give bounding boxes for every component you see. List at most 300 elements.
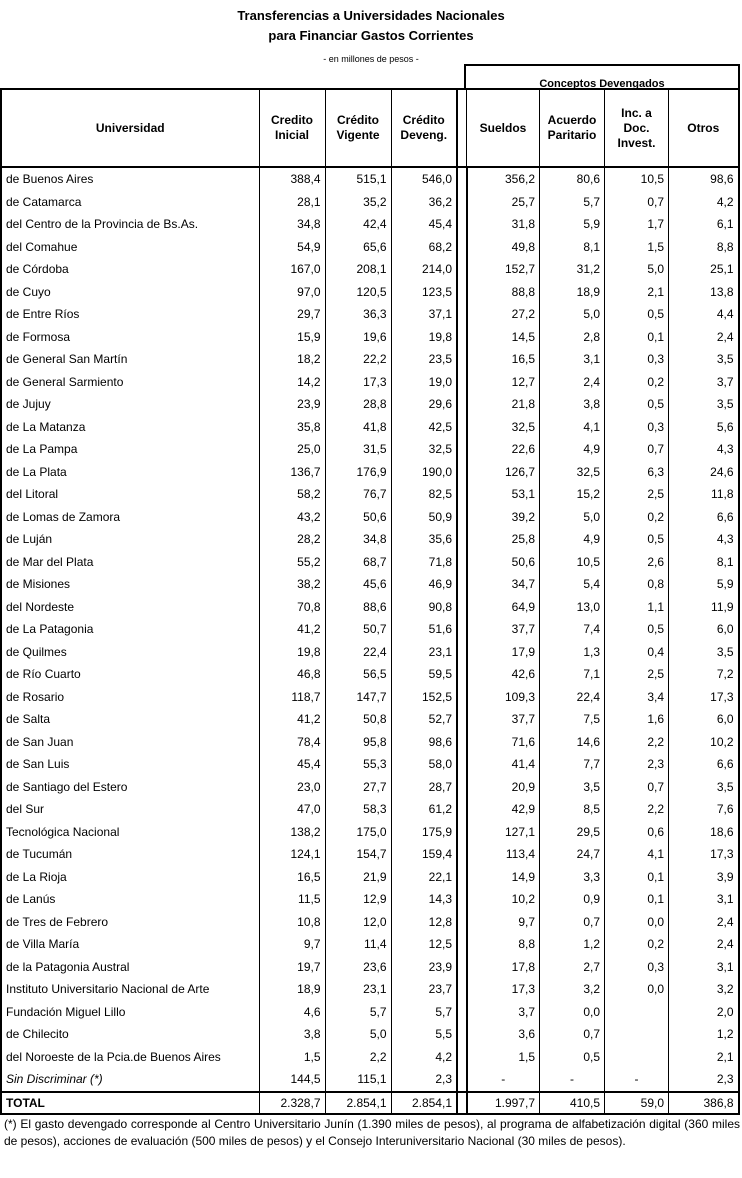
cell-credito-deveng: 4,2 [391, 1046, 457, 1069]
cell-credito-inicial: 47,0 [259, 798, 325, 821]
gap-cell [457, 1092, 467, 1114]
cell-credito-vigente: 36,3 [325, 303, 391, 326]
col-header-credito-vigente: Crédito Vigente [325, 89, 391, 167]
cell-credito-inicial: 41,2 [259, 618, 325, 641]
cell-sueldos: 20,9 [467, 776, 540, 799]
cell-universidad: de Santiago del Estero [1, 776, 259, 799]
col-header-credito-inicial: Credito Inicial [259, 89, 325, 167]
cell-credito-inicial: 10,8 [259, 911, 325, 934]
cell-universidad: de Entre Ríos [1, 303, 259, 326]
cell-inc-doc-invest [605, 1001, 669, 1024]
gap-cell [457, 866, 467, 889]
gap-cell [457, 483, 467, 506]
table-row [1, 506, 739, 529]
cell-credito-inicial: 1,5 [259, 1046, 325, 1069]
gap-cell [457, 663, 467, 686]
cell-credito-vigente: 28,8 [325, 393, 391, 416]
cell-universidad: de La Plata [1, 461, 259, 484]
cell-credito-inicial: 46,8 [259, 663, 325, 686]
cell-credito-deveng: 32,5 [391, 438, 457, 461]
cell-acuerdo-paritario: 0,5 [540, 1046, 605, 1069]
cell-credito-vigente: 115,1 [325, 1068, 391, 1092]
cell-credito-deveng: 58,0 [391, 753, 457, 776]
cell-acuerdo-paritario: - [540, 1068, 605, 1092]
cell-sueldos: 53,1 [467, 483, 540, 506]
cell-credito-vigente: 35,2 [325, 191, 391, 214]
cell-credito-deveng: 50,9 [391, 506, 457, 529]
table-row [1, 731, 739, 754]
gap-cell [457, 1023, 467, 1046]
table-row [1, 978, 739, 1001]
cell-otros: 2,0 [669, 1001, 739, 1024]
cell-acuerdo-paritario: 0,9 [540, 888, 605, 911]
gap-cell [457, 956, 467, 979]
cell-credito-deveng: 51,6 [391, 618, 457, 641]
gap-cell [457, 167, 467, 191]
cell-credito-deveng: 23,1 [391, 641, 457, 664]
cell-credito-vigente: 5,7 [325, 1001, 391, 1024]
cell-otros: 3,1 [669, 888, 739, 911]
cell-credito-deveng: 23,7 [391, 978, 457, 1001]
gap-cell [457, 371, 467, 394]
cell-credito-deveng: 52,7 [391, 708, 457, 731]
cell-credito-vigente: 50,6 [325, 506, 391, 529]
cell-credito-vigente: 31,5 [325, 438, 391, 461]
cell-inc-doc-invest: 1,1 [605, 596, 669, 619]
gap-cell [457, 686, 467, 709]
cell-sueldos: 39,2 [467, 506, 540, 529]
cell-otros: 2,4 [669, 326, 739, 349]
table-row [1, 528, 739, 551]
cell-credito-deveng: 123,5 [391, 281, 457, 304]
cell-credito-vigente: 76,7 [325, 483, 391, 506]
cell-acuerdo-paritario: 0,7 [540, 1023, 605, 1046]
col-gap [457, 89, 467, 167]
cell-inc-doc-invest: 1,5 [605, 236, 669, 259]
cell-credito-vigente: 22,4 [325, 641, 391, 664]
cell-otros: 3,7 [669, 371, 739, 394]
cell-credito-inicial: 14,2 [259, 371, 325, 394]
cell-credito-inicial: 55,2 [259, 551, 325, 574]
cell-credito-deveng: 214,0 [391, 258, 457, 281]
cell-acuerdo-paritario: 15,2 [540, 483, 605, 506]
cell-inc-doc-invest: 6,3 [605, 461, 669, 484]
cell-universidad: de la Patagonia Austral [1, 956, 259, 979]
table-row [1, 573, 739, 596]
table-row [1, 686, 739, 709]
gap-cell [457, 911, 467, 934]
cell-credito-deveng: 19,0 [391, 371, 457, 394]
cell-credito-inicial: 97,0 [259, 281, 325, 304]
cell-inc-doc-invest: 0,6 [605, 821, 669, 844]
table-row [1, 798, 739, 821]
cell-otros: 1,2 [669, 1023, 739, 1046]
cell-sueldos: 25,8 [467, 528, 540, 551]
cell-credito-inicial: 2.328,7 [259, 1092, 325, 1114]
cell-inc-doc-invest: 0,3 [605, 956, 669, 979]
gap-cell [457, 551, 467, 574]
cell-sueldos: 31,8 [467, 213, 540, 236]
cell-universidad: Sin Discriminar (*) [1, 1068, 259, 1092]
cell-inc-doc-invest: 0,7 [605, 191, 669, 214]
cell-inc-doc-invest: 2,3 [605, 753, 669, 776]
cell-inc-doc-invest: 0,0 [605, 978, 669, 1001]
cell-credito-inicial: 70,8 [259, 596, 325, 619]
cell-otros: 386,8 [669, 1092, 739, 1114]
cell-inc-doc-invest: 0,5 [605, 393, 669, 416]
cell-credito-deveng: 98,6 [391, 731, 457, 754]
cell-credito-deveng: 59,5 [391, 663, 457, 686]
cell-universidad: de Chilecito [1, 1023, 259, 1046]
gap-cell [457, 708, 467, 731]
cell-credito-vigente: 55,3 [325, 753, 391, 776]
gap-cell [457, 821, 467, 844]
table-row [1, 888, 739, 911]
cell-otros: 5,9 [669, 573, 739, 596]
table-row [1, 348, 739, 371]
cell-credito-vigente: 88,6 [325, 596, 391, 619]
cell-acuerdo-paritario: 8,5 [540, 798, 605, 821]
gap-cell [457, 528, 467, 551]
gap-cell [457, 1046, 467, 1069]
cell-credito-deveng: 46,9 [391, 573, 457, 596]
cell-sueldos: 37,7 [467, 618, 540, 641]
cell-credito-inicial: 19,8 [259, 641, 325, 664]
cell-acuerdo-paritario: 2,4 [540, 371, 605, 394]
cell-credito-inicial: 23,9 [259, 393, 325, 416]
cell-acuerdo-paritario: 14,6 [540, 731, 605, 754]
cell-otros: 4,4 [669, 303, 739, 326]
cell-credito-vigente: 50,8 [325, 708, 391, 731]
cell-inc-doc-invest: 0,7 [605, 776, 669, 799]
cell-sueldos: 1.997,7 [467, 1092, 540, 1114]
cell-sueldos: 64,9 [467, 596, 540, 619]
gap-cell [457, 798, 467, 821]
cell-acuerdo-paritario: 2,8 [540, 326, 605, 349]
cell-credito-inicial: 9,7 [259, 933, 325, 956]
cell-sueldos: 22,6 [467, 438, 540, 461]
cell-credito-inicial: 38,2 [259, 573, 325, 596]
cell-sueldos: 10,2 [467, 888, 540, 911]
table-row [1, 326, 739, 349]
cell-otros: 4,3 [669, 438, 739, 461]
cell-credito-vigente: 23,6 [325, 956, 391, 979]
gap-cell [457, 281, 467, 304]
cell-credito-deveng: 14,3 [391, 888, 457, 911]
cell-credito-deveng: 152,5 [391, 686, 457, 709]
cell-otros: 17,3 [669, 843, 739, 866]
table-row [1, 1023, 739, 1046]
table-row [1, 371, 739, 394]
cell-credito-deveng: 22,1 [391, 866, 457, 889]
header-row [1, 89, 739, 167]
cell-credito-deveng: 23,9 [391, 956, 457, 979]
cell-sueldos: 3,6 [467, 1023, 540, 1046]
cell-sueldos: 17,3 [467, 978, 540, 1001]
cell-sueldos: 126,7 [467, 461, 540, 484]
cell-credito-vigente: 11,4 [325, 933, 391, 956]
table-row [1, 438, 739, 461]
cell-acuerdo-paritario: 1,3 [540, 641, 605, 664]
cell-universidad: de Río Cuarto [1, 663, 259, 686]
cell-otros: 2,4 [669, 933, 739, 956]
table-row [1, 258, 739, 281]
cell-inc-doc-invest: 0,3 [605, 348, 669, 371]
cell-sueldos: 42,6 [467, 663, 540, 686]
cell-inc-doc-invest: 0,3 [605, 416, 669, 439]
cell-acuerdo-paritario: 3,2 [540, 978, 605, 1001]
table-row [1, 1001, 739, 1024]
cell-universidad: de La Patagonia [1, 618, 259, 641]
cell-universidad: de Misiones [1, 573, 259, 596]
cell-credito-vigente: 23,1 [325, 978, 391, 1001]
cell-sueldos: 14,5 [467, 326, 540, 349]
cell-inc-doc-invest: 4,1 [605, 843, 669, 866]
table-row [1, 213, 739, 236]
cell-acuerdo-paritario: 3,8 [540, 393, 605, 416]
cell-sueldos: 34,7 [467, 573, 540, 596]
cell-acuerdo-paritario: 29,5 [540, 821, 605, 844]
cell-credito-inicial: 388,4 [259, 167, 325, 191]
cell-sueldos: 127,1 [467, 821, 540, 844]
cell-otros: 17,3 [669, 686, 739, 709]
cell-universidad: del Centro de la Provincia de Bs.As. [1, 213, 259, 236]
table-row [1, 483, 739, 506]
cell-credito-inicial: 28,2 [259, 528, 325, 551]
table-row [1, 933, 739, 956]
cell-credito-inicial: 19,7 [259, 956, 325, 979]
cell-credito-deveng: 12,5 [391, 933, 457, 956]
cell-credito-deveng: 35,6 [391, 528, 457, 551]
cell-acuerdo-paritario: 4,9 [540, 438, 605, 461]
cell-universidad: del Comahue [1, 236, 259, 259]
cell-otros: 4,2 [669, 191, 739, 214]
table-row [1, 911, 739, 934]
footnote: (*) El gasto devengado corresponde al Centro Universitario Junín (1.390 miles de pesos), al programa de alfabetización digital (360 miles de pesos), acciones de evaluación (500 miles de pesos) y el Consejo Interuniversitario Nacional (30 miles de pesos). [4, 1117, 740, 1148]
gap-cell [457, 326, 467, 349]
cell-sueldos: 27,2 [467, 303, 540, 326]
table-row [1, 641, 739, 664]
cell-otros: 8,8 [669, 236, 739, 259]
cell-inc-doc-invest: 2,2 [605, 798, 669, 821]
cell-inc-doc-invest: 0,1 [605, 888, 669, 911]
cell-credito-deveng: 175,9 [391, 821, 457, 844]
table-row [1, 663, 739, 686]
cell-inc-doc-invest: 0,5 [605, 618, 669, 641]
sin-discriminar-row [1, 1068, 739, 1092]
cell-credito-deveng: 546,0 [391, 167, 457, 191]
cell-universidad: del Nordeste [1, 596, 259, 619]
cell-credito-vigente: 56,5 [325, 663, 391, 686]
cell-credito-vigente: 2,2 [325, 1046, 391, 1069]
cell-inc-doc-invest [605, 1046, 669, 1069]
cell-credito-inicial: 78,4 [259, 731, 325, 754]
table-row [1, 303, 739, 326]
cell-credito-vigente: 17,3 [325, 371, 391, 394]
cell-universidad: Fundación Miguel Lillo [1, 1001, 259, 1024]
table-row [1, 551, 739, 574]
cell-credito-vigente: 19,6 [325, 326, 391, 349]
cell-acuerdo-paritario: 7,1 [540, 663, 605, 686]
cell-sueldos: - [467, 1068, 540, 1092]
cell-otros: 6,0 [669, 618, 739, 641]
cell-sueldos: 3,7 [467, 1001, 540, 1024]
cell-credito-vigente: 58,3 [325, 798, 391, 821]
cell-inc-doc-invest: 0,4 [605, 641, 669, 664]
cell-universidad: TOTAL [1, 1092, 259, 1114]
cell-otros: 10,2 [669, 731, 739, 754]
cell-otros: 2,4 [669, 911, 739, 934]
cell-sueldos: 8,8 [467, 933, 540, 956]
cell-sueldos: 32,5 [467, 416, 540, 439]
cell-credito-inicial: 118,7 [259, 686, 325, 709]
table-row [1, 821, 739, 844]
table-row [1, 866, 739, 889]
cell-credito-deveng: 42,5 [391, 416, 457, 439]
cell-credito-inicial: 124,1 [259, 843, 325, 866]
cell-inc-doc-invest: 2,6 [605, 551, 669, 574]
col-header-acuerdo-paritario: Acuerdo Paritario [540, 89, 605, 167]
cell-sueldos: 50,6 [467, 551, 540, 574]
cell-credito-vigente: 34,8 [325, 528, 391, 551]
cell-acuerdo-paritario: 22,4 [540, 686, 605, 709]
cell-credito-vigente: 2.854,1 [325, 1092, 391, 1114]
cell-universidad: Instituto Universitario Nacional de Arte [1, 978, 259, 1001]
cell-credito-deveng: 28,7 [391, 776, 457, 799]
total-row [1, 1092, 739, 1114]
cell-inc-doc-invest: 2,5 [605, 663, 669, 686]
cell-otros: 3,9 [669, 866, 739, 889]
table-row [1, 776, 739, 799]
cell-otros: 3,5 [669, 776, 739, 799]
cell-credito-deveng: 12,8 [391, 911, 457, 934]
cell-universidad: de Formosa [1, 326, 259, 349]
cell-universidad: de La Matanza [1, 416, 259, 439]
cell-credito-vigente: 21,9 [325, 866, 391, 889]
cell-credito-inicial: 28,1 [259, 191, 325, 214]
cell-sueldos: 37,7 [467, 708, 540, 731]
cell-otros: 3,5 [669, 348, 739, 371]
cell-universidad: de Buenos Aires [1, 167, 259, 191]
cell-acuerdo-paritario: 31,2 [540, 258, 605, 281]
col-header-sueldos: Sueldos [467, 89, 540, 167]
cell-credito-inicial: 138,2 [259, 821, 325, 844]
cell-credito-vigente: 12,0 [325, 911, 391, 934]
cell-otros: 6,0 [669, 708, 739, 731]
cell-credito-vigente: 65,6 [325, 236, 391, 259]
cell-credito-deveng: 190,0 [391, 461, 457, 484]
cell-acuerdo-paritario: 32,5 [540, 461, 605, 484]
cell-sueldos: 42,9 [467, 798, 540, 821]
table-row [1, 416, 739, 439]
cell-sueldos: 113,4 [467, 843, 540, 866]
cell-inc-doc-invest: 0,0 [605, 911, 669, 934]
gap-cell [457, 753, 467, 776]
cell-acuerdo-paritario: 7,5 [540, 708, 605, 731]
col-header-credito-deveng: Crédito Deveng. [391, 89, 457, 167]
cell-credito-vigente: 45,6 [325, 573, 391, 596]
gap-cell [457, 843, 467, 866]
cell-universidad: de San Juan [1, 731, 259, 754]
cell-acuerdo-paritario: 0,7 [540, 911, 605, 934]
cell-acuerdo-paritario: 5,4 [540, 573, 605, 596]
gap-cell [457, 258, 467, 281]
cell-credito-vigente: 515,1 [325, 167, 391, 191]
cell-credito-deveng: 5,5 [391, 1023, 457, 1046]
cell-inc-doc-invest: 1,6 [605, 708, 669, 731]
cell-credito-vigente: 41,8 [325, 416, 391, 439]
cell-universidad: de Lomas de Zamora [1, 506, 259, 529]
cell-credito-vigente: 42,4 [325, 213, 391, 236]
cell-otros: 6,6 [669, 753, 739, 776]
table-row [1, 753, 739, 776]
cell-acuerdo-paritario: 410,5 [540, 1092, 605, 1114]
cell-sueldos: 12,7 [467, 371, 540, 394]
cell-acuerdo-paritario: 5,0 [540, 506, 605, 529]
cell-acuerdo-paritario: 7,4 [540, 618, 605, 641]
gap-cell [457, 978, 467, 1001]
cell-inc-doc-invest [605, 1023, 669, 1046]
cell-credito-deveng: 2.854,1 [391, 1092, 457, 1114]
cell-otros: 3,5 [669, 641, 739, 664]
cell-credito-deveng: 36,2 [391, 191, 457, 214]
gap-cell [457, 506, 467, 529]
units-subtitle: - en millones de pesos - [323, 54, 419, 64]
cell-universidad: de Jujuy [1, 393, 259, 416]
cell-credito-inicial: 23,0 [259, 776, 325, 799]
cell-otros: 8,1 [669, 551, 739, 574]
table-row [1, 956, 739, 979]
cell-credito-deveng: 23,5 [391, 348, 457, 371]
cell-otros: 5,6 [669, 416, 739, 439]
cell-credito-inicial: 136,7 [259, 461, 325, 484]
table-row [1, 281, 739, 304]
cell-otros: 2,3 [669, 1068, 739, 1092]
table-row [1, 1046, 739, 1069]
cell-credito-vigente: 176,9 [325, 461, 391, 484]
cell-inc-doc-invest: 0,2 [605, 506, 669, 529]
cell-universidad: de Luján [1, 528, 259, 551]
cell-acuerdo-paritario: 5,0 [540, 303, 605, 326]
cell-sueldos: 25,7 [467, 191, 540, 214]
cell-credito-inicial: 144,5 [259, 1068, 325, 1092]
cell-acuerdo-paritario: 4,9 [540, 528, 605, 551]
cell-credito-inicial: 45,4 [259, 753, 325, 776]
cell-universidad: de Rosario [1, 686, 259, 709]
cell-inc-doc-invest: 0,2 [605, 933, 669, 956]
cell-sueldos: 21,8 [467, 393, 540, 416]
table-row [1, 843, 739, 866]
gap-cell [457, 1001, 467, 1024]
cell-otros: 13,8 [669, 281, 739, 304]
gap-cell [457, 731, 467, 754]
cell-credito-inicial: 15,9 [259, 326, 325, 349]
cell-inc-doc-invest: 0,8 [605, 573, 669, 596]
cell-sueldos: 71,6 [467, 731, 540, 754]
cell-credito-vigente: 50,7 [325, 618, 391, 641]
cell-universidad: de La Pampa [1, 438, 259, 461]
cell-universidad: de General Sarmiento [1, 371, 259, 394]
cell-acuerdo-paritario: 24,7 [540, 843, 605, 866]
cell-acuerdo-paritario: 0,0 [540, 1001, 605, 1024]
gap-cell [457, 461, 467, 484]
cell-sueldos: 9,7 [467, 911, 540, 934]
table-row [1, 596, 739, 619]
cell-credito-deveng: 19,8 [391, 326, 457, 349]
gap-cell [457, 573, 467, 596]
gap-cell [457, 596, 467, 619]
cell-credito-deveng: 5,7 [391, 1001, 457, 1024]
